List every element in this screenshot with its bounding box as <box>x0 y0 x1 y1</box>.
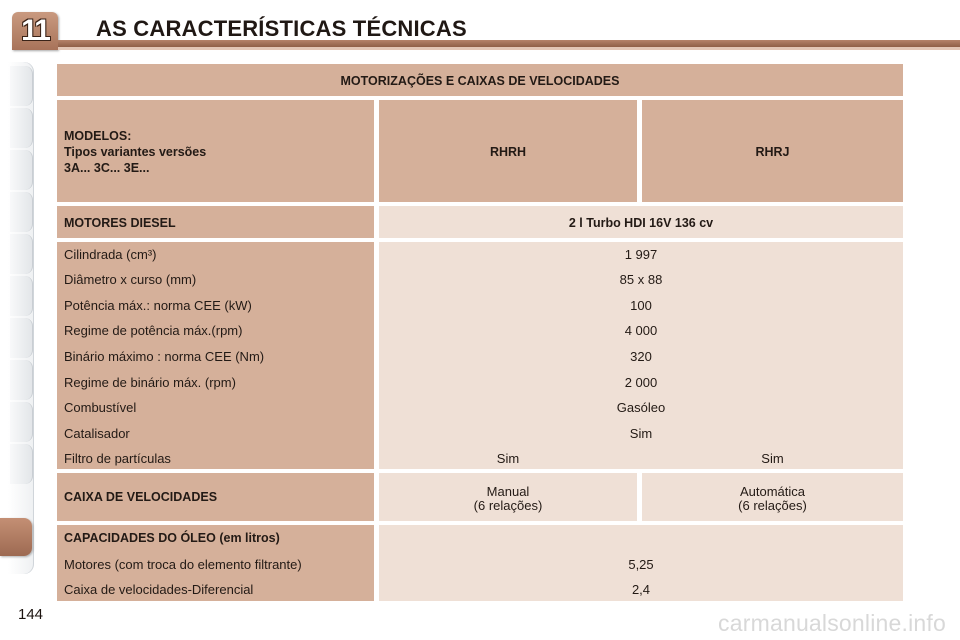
oil-label: Motores (com troca do elemento filtrante) <box>64 557 302 572</box>
side-tab-3[interactable] <box>10 150 33 190</box>
gearbox-rhrj <box>642 485 903 513</box>
spec-value: 85 x 88 <box>619 272 663 287</box>
side-tab-1[interactable] <box>10 66 33 106</box>
spec-value: 1 997 <box>624 247 658 262</box>
spec-value: 4 000 <box>624 323 658 338</box>
gearbox-rhrh-line1: Manual <box>486 484 530 499</box>
models-label <box>64 128 206 176</box>
spec-value: Gasóleo <box>616 400 666 415</box>
spec-value: 100 <box>630 298 652 313</box>
models-label-line1: MODELOS: <box>64 129 132 143</box>
oil-label: Caixa de velocidades-Diferencial <box>64 582 254 597</box>
spec-label: Combustível <box>64 400 137 415</box>
side-tab-5[interactable] <box>10 234 33 274</box>
spec-value: 320 <box>630 349 652 364</box>
spec-label: Diâmetro x curso (mm) <box>64 272 197 287</box>
gearbox-rhrh <box>379 485 637 513</box>
page-number: 144 <box>18 606 44 623</box>
page-title: AS CARACTERÍSTICAS TÉCNICAS <box>96 16 467 41</box>
spec-label: Regime de potência máx.(rpm) <box>64 323 243 338</box>
side-tab-2[interactable] <box>10 108 33 148</box>
engines-label: MOTORES DIESEL <box>64 216 176 230</box>
gearbox-rhrh-line2: (6 relações) <box>473 498 543 513</box>
models-label-line2: Tipos variantes versões <box>64 145 207 159</box>
chapter-number: 11 <box>21 14 49 47</box>
spec-label: Catalisador <box>64 426 130 441</box>
spec-label: Binário máximo : norma CEE (Nm) <box>64 349 265 364</box>
side-tab-7[interactable] <box>10 318 33 358</box>
spec-label: Regime de binário máx. (rpm) <box>64 375 236 390</box>
side-tab-10[interactable] <box>10 444 33 484</box>
oil-value: 5,25 <box>628 557 654 572</box>
spec-value: 2 000 <box>624 375 658 390</box>
engines-value: 2 l Turbo HDI 16V 136 cv <box>568 216 714 230</box>
gearbox-rhrj-line1: Automática <box>739 484 806 499</box>
particle-filter-rhrj: Sim <box>761 451 784 466</box>
model-rhrh: RHRH <box>489 145 527 159</box>
watermark: carmanualsonline.info <box>718 610 946 636</box>
oil-value: 2,4 <box>631 582 651 597</box>
header-rule-light <box>58 47 960 50</box>
side-tab-6[interactable] <box>10 276 33 316</box>
gearbox-label: CAIXA DE VELOCIDADES <box>64 490 218 504</box>
side-tab-active[interactable] <box>0 518 32 556</box>
spec-label: Cilindrada (cm³) <box>64 247 157 262</box>
particle-filter-rhrh: Sim <box>496 451 520 466</box>
oil-title: CAPACIDADES DO ÓLEO (em litros) <box>64 531 280 545</box>
side-tab-4[interactable] <box>10 192 33 232</box>
spec-value: Sim <box>629 426 653 441</box>
side-tab-9[interactable] <box>10 402 33 442</box>
particle-filter-label: Filtro de partículas <box>64 451 171 466</box>
spec-label: Potência máx.: norma CEE (kW) <box>64 298 252 313</box>
gearbox-rhrj-line2: (6 relações) <box>738 498 807 513</box>
model-rhrj: RHRJ <box>755 145 790 159</box>
side-tab-8[interactable] <box>10 360 33 400</box>
models-label-line3: 3A... 3C... 3E... <box>64 161 150 175</box>
section-title: MOTORIZAÇÕES E CAIXAS DE VELOCIDADES <box>340 74 620 88</box>
